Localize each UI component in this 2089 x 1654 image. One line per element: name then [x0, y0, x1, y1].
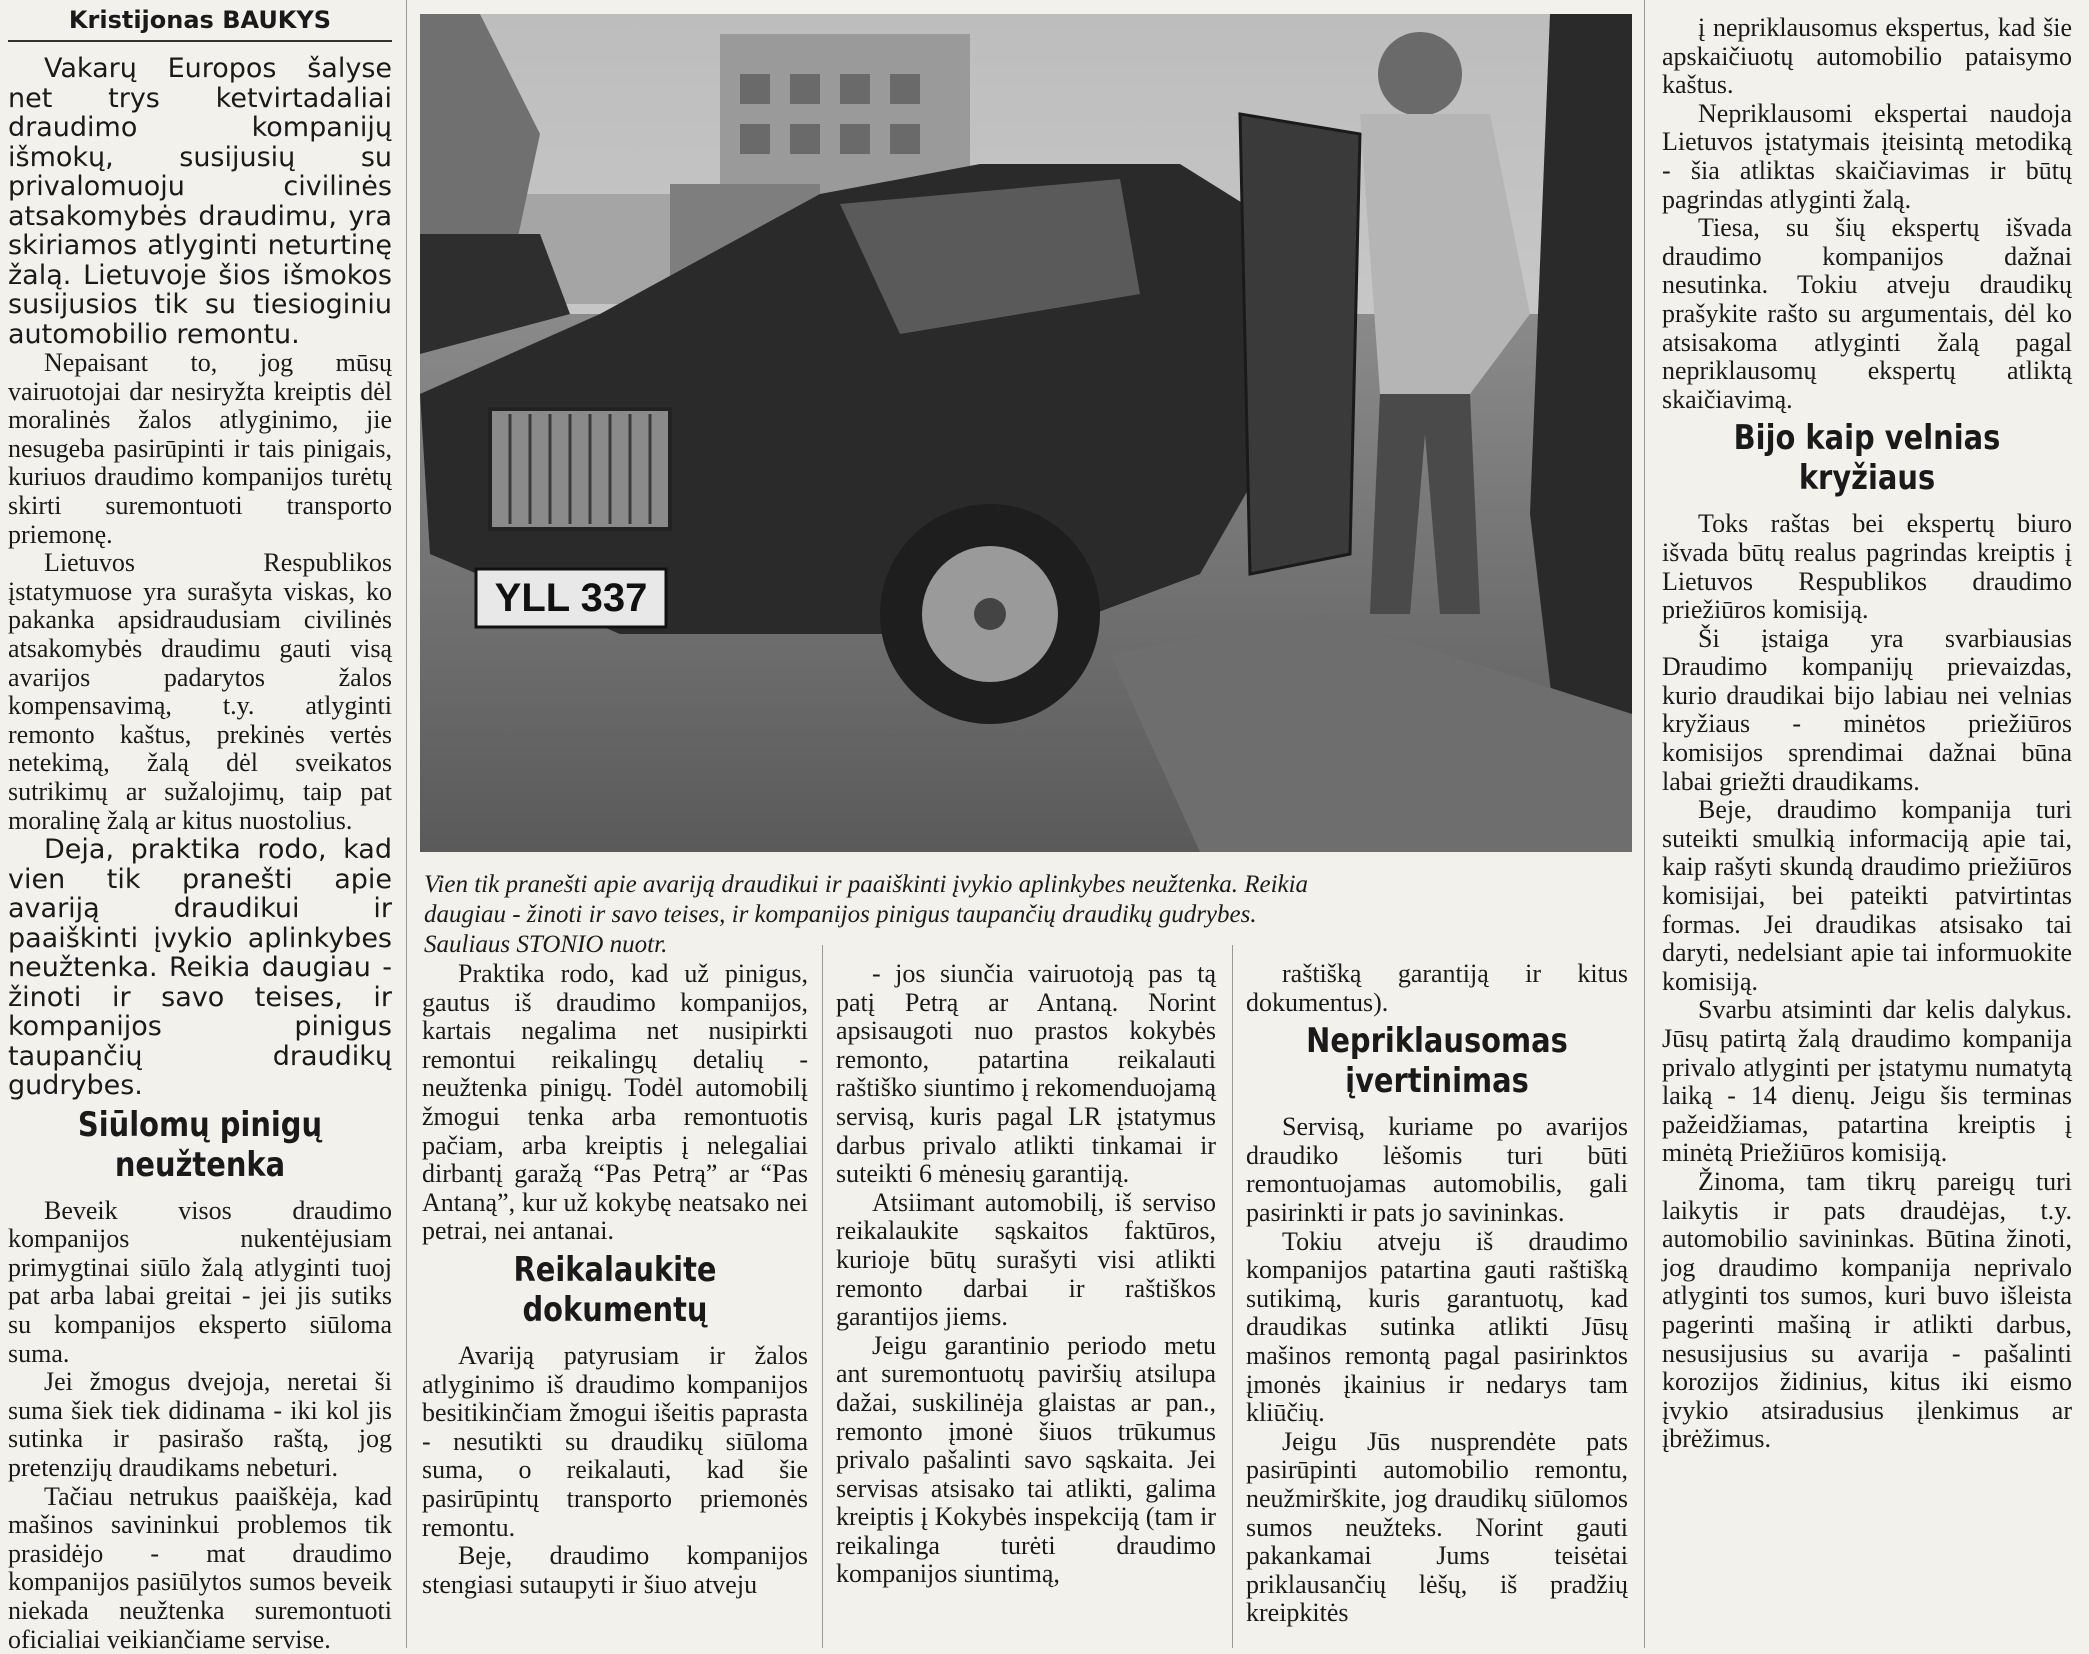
car-accident-photo	[420, 14, 1632, 852]
man-head	[1378, 32, 1462, 116]
paragraph: Deja, praktika rodo, kad vien tik pranešti apie avariją draudikui ir paaiškinti įvykio aplinkybes neužtenka. Reikia daugiau - žinoti ir savo teises, ir kompanijos pinigus taupančių draudikų gudrybes.	[8, 834, 392, 1102]
col1-body	[8, 349, 392, 835]
paragraph: Beje, draudimo kompanija turi suteikti smulkią informaciją apie tai, kaip rašyti skundą draudimo priežiūros komisijai, bei pateikti patvirtintas formas. Jei draudikas atsisako tai daryti, nedelsiant apie tai informuokite komisiją.	[1662, 795, 2072, 996]
paragraph: Beveik visos draudimo kompanijos nukentėjusiam primygtinai siūlo žalą atlyginti tuoj pat arba labai greitai - jei jis sutiks su kompanijos eksperto siūloma suma.	[8, 1195, 392, 1368]
byline: Kristijonas BAUKYS	[8, 0, 392, 42]
paragraph: Lietuvos Respublikos įstatymuose yra surašyta viskas, ko pakanka apsidraudusiam civilinės atsakomybės draudimu gauti visą avarijos padarytos žalos kompensavimą, t.y. atlyginti remonto kaštus, prekinės vertės netekimą, žalą dėl sveikatos sutrikimų ar sužalojimų, taip pat moralinę žalą ar kitus nuostolius.	[8, 548, 392, 835]
subheading-3: Nepriklausomas įvertinimas	[1306, 1021, 1568, 1102]
column-divider	[406, 0, 407, 1648]
paragraph: raštišką garantiją ir kitus dokumentus).	[1246, 959, 1628, 1017]
paragraph: Tiesa, su šių ekspertų išvada draudimo kompanijos dažnai nesutinka. Tokiu atveju draudikų prašykite rašto su argumentais, dėl ko atsisakoma atlyginti žalą pagal nepriklausomų ekspertų atliktą skaičiavimą.	[1662, 213, 2072, 414]
lead-paragraph	[8, 54, 392, 349]
col1-after	[8, 1197, 392, 1654]
open-car-door	[1240, 114, 1360, 574]
subheading-4: Bijo kaip velnias kryžiaus	[1733, 418, 2001, 499]
paragraph: į nepriklausomus ekspertus, kad šie apskaičiuotų automobilio pataisymo kaštus.	[1662, 13, 2072, 100]
column-divider	[822, 945, 823, 1648]
paragraph: Tačiau netrukus paaiškėja, kad mašinos savininkui problemos tik prasidėjo - mat draudimo kompanijos pasiūlytos sumos beveik niekada neužtenka suremontuoti oficialiai veikiančiame servise.	[8, 1481, 392, 1654]
paragraph: Ši įstaiga yra svarbiausias Draudimo kompanijų prievaizdas, kurio draudikai bijo labiau nei velnias kryžiaus - minėtos priežiūros komisijos sprendimai dažnai būna labai griežti draudikams.	[1662, 623, 2072, 796]
paragraph: Toks raštas bei ekspertų biuro išvada būtų realus pagrindas kreiptis į Lietuvos Respublikos draudimo priežiūros komisiją.	[1662, 509, 2072, 625]
paragraph: - jos siunčia vairuotoją pas tą patį Petrą ar Antaną. Norint apsisaugoti nuo prastos kokybės remonto, patartina reikalauti raštiško siuntimo į rekomenduojamą servisą, kuris pagal LR įstatymus darbus privalo atlikti tinkamai ir suteikti 6 mėnesių garantiją.	[836, 959, 1216, 1189]
paragraph: Svarbu atsiminti dar kelis dalykus. Jūsų patirtą žalą draudimo kompanija privalo atlyginti per įstatymu numatytą laiką - 14 dienų. Jeigu šis terminas pažeidžiamas, patartina kreiptis į minėtą Priežiūros komisiją.	[1662, 995, 2072, 1168]
paragraph: Jei žmogus dvejoja, neretai ši suma šiek tiek didinama - iki kol jis sutinka ir pasirašo raštą, jog pretenzijų draudikams nebeturi.	[8, 1367, 392, 1482]
paragraph: Praktika rodo, kad už pinigus, gautus iš draudimo kompanijos, kartais negalima net nusipirkti remontui reikalingų detalių - neužtenka pinigų. Todėl automobilį žmogui tenka arba remontuotis pačiam, arba kreiptis į nelegaliai dirbantį garažą “Pas Petrą” ar “Pas Antaną”, kur už kokybę neatsako nei petrai, nei antanai.	[422, 959, 808, 1246]
col1-sans-paragraph	[8, 835, 392, 1101]
subheading-1: Siūlomų pinigų neužtenka	[77, 1104, 323, 1185]
paragraph: Avariją patyrusiam ir žalos atlyginimo iš draudimo kompanijos besitikinčiam žmogui išeitis paprasta - nesutikti su draudikų siūloma suma, o reikalauti, kad šie pasirūpintų transporto priemonės remontu.	[422, 1340, 808, 1542]
paragraph: Nepaisant to, jog mūsų vairuotojai dar nesiryžta kreiptis dėl moralinės žalos atlyginimo, jie nesugeba pasirūpinti ir tais pinigais, kuriuos draudimo kompanijos turėtų skirti suremontuoti transporto priemonę.	[8, 348, 392, 549]
column-divider	[1644, 0, 1645, 1648]
photo-caption: Vien tik pranešti apie avariją draudikui ir paaiškinti įvykio aplinkybes neužtenka. Reikia daugiau - žinoti ir savo teises, ir kompanijos pinigus taupančių draudikų gudrybes. Sauliaus STONIO nuotr.	[424, 871, 1309, 958]
column-1	[8, 0, 392, 1654]
lead-text: Vakarų Europos šalyse net trys ketvirtadaliai draudimo kompanijų išmokų, susijusių su privalomuoju civilinės atsakomybės draudimu, yra skiriamos atlyginti neturtinę žalą. Lietuvoje šios išmokos susijusios tik su tiesioginiu automobilio remontu.	[8, 53, 392, 350]
column-3	[836, 960, 1216, 1589]
paragraph: Tokiu atveju iš draudimo kompanijos patartina gauti raštišką sutikimą, kuris garantuotų, kad draudikas sutinka atlikti Jūsų mašinos remontą pagal pasirinktos įmonės įkainius ir nedarys tam kliūčių.	[1246, 1226, 1628, 1428]
paragraph: Jeigu garantinio periodo metu ant suremontuotų paviršių atsilupa dažai, suskilinėja glaistas ar pan., remonto įmonė šiuos trūkumus privalo pašalinti savo sąskaita. Jei servisas atsisako tai atlikti, galima kreiptis į Kokybės inspekciją (tam ir reikalinga turėti draudimo kompanijos siuntimą,	[836, 1330, 1216, 1589]
column-2	[422, 960, 808, 1599]
paragraph: Jeigu Jūs nusprendėte pats pasirūpinti automobilio remontu, neužmirškite, jog draudikų siūlomos sumos neužteks. Norint gauti pakankamai Jums teisėtai priklausančių lėšų, iš pradžių kreipkitės	[1246, 1426, 1628, 1628]
paragraph: Nepriklausomi ekspertai naudoja Lietuvos įstatymais įteisintą metodiką - šia atliktas skaičiavimas ir būtų pagrindas atlyginti žalą.	[1662, 98, 2072, 214]
paragraph: Beje, draudimo kompanijos stengiasi sutaupyti ir šiuo atveju	[422, 1541, 808, 1599]
subheading-2: Reikalaukite dokumentų	[513, 1249, 717, 1330]
column-divider	[1232, 945, 1233, 1648]
paragraph: Servisą, kuriame po avarijos draudiko lėšomis turi būti remontuojamas automobilis, gali pasirinkti ir pats jo savininkas.	[1246, 1112, 1628, 1227]
car-grille	[490, 409, 670, 529]
column-4	[1246, 960, 1628, 1628]
paragraph: Žinoma, tam tikrų pareigų turi laikytis ir pats draudėjas, t.y. automobilio savininkas. Būtina žinoti, jog draudimo kompanija neprivalo atlyginti tos sumos, kuri buvo išleista pagerinti mašiną ir atlikti darbus, nesusijusius su avarija - pašalinti korozijos židinius, kitus iki eismo įvykio atsiradusius įlenkimus ar įbrėžimus.	[1662, 1166, 2072, 1454]
column-5	[1662, 14, 2072, 1454]
license-plate-text: YLL 337	[494, 576, 648, 620]
paragraph: Atsiimant automobilį, iš serviso reikalaukite sąskaitos faktūros, kurioje būtų surašyti visi atlikti remonto darbai ir raštiškos garantijos jiems.	[836, 1187, 1216, 1332]
